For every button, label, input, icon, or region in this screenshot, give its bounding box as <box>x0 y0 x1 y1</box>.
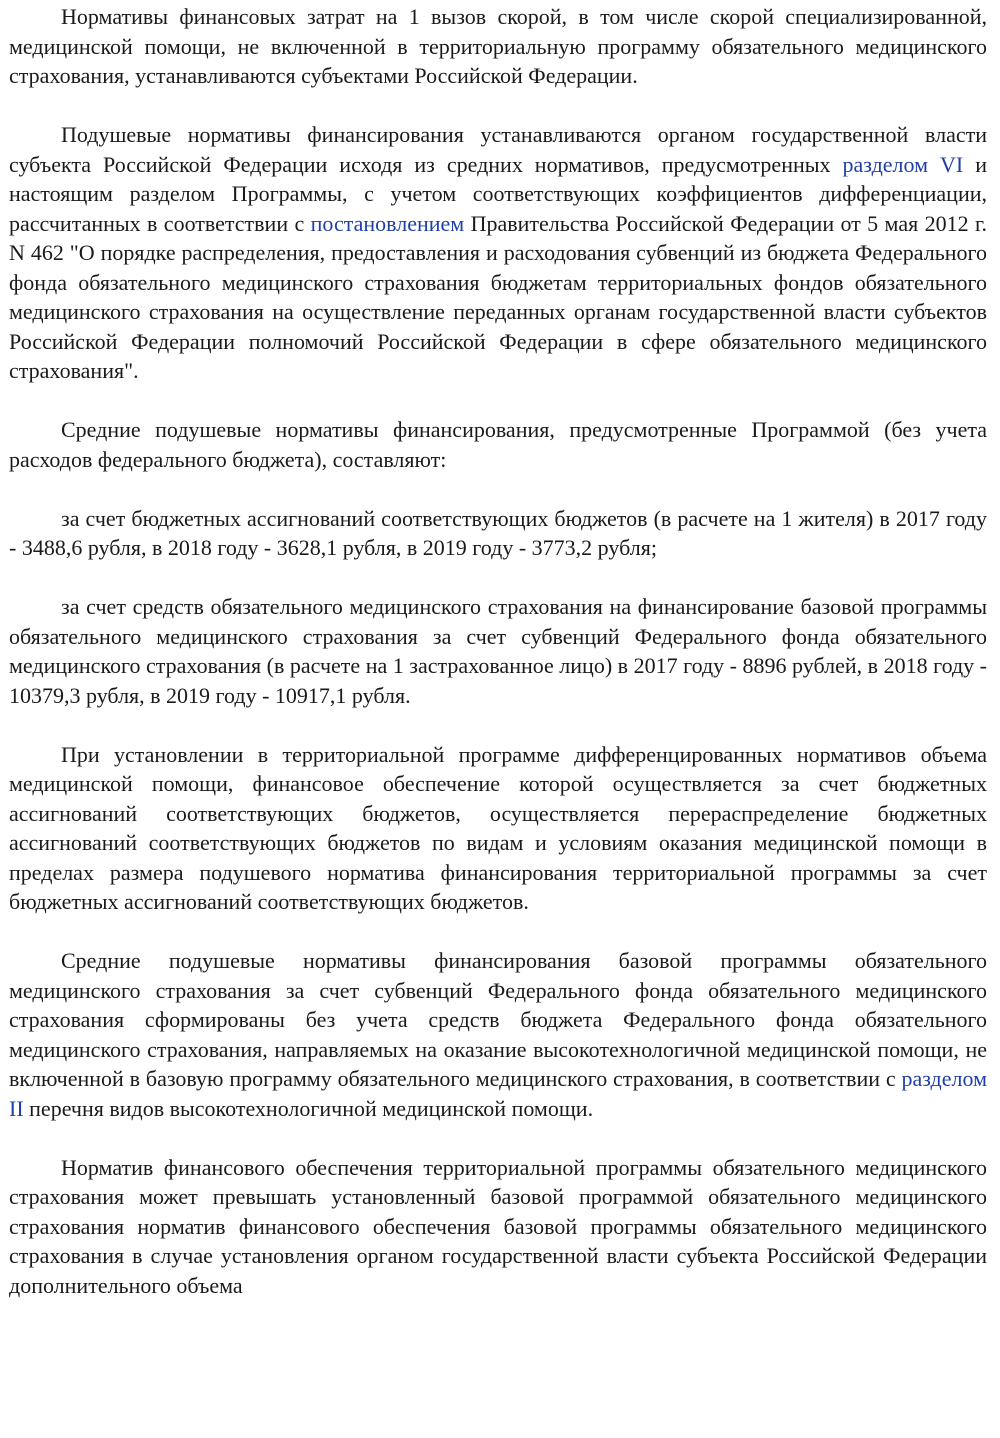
paragraph-text: за счет бюджетных ассигнований соответствующих бюджетов (в расчете на 1 жителя) в 2017 году - 3488,6 рубля, в 2018 году - 3628,1 рубля, в 2019 году - 3773,2 рубля; <box>9 505 987 560</box>
paragraph-ambulance-costs <box>9 2 987 91</box>
link-government-decree[interactable]: постановлением <box>310 210 465 236</box>
paragraph-text: При установлении в территориальной программе дифференцированных нормативов объема медицинской помощи, финансовое обеспечение которой осуществляется за счет бюджетных ассигнований соответствующих бюджетов, осуществляется перераспределение бюджетных ассигнований соответствующих бюджетов по видам и условиям оказания медицинской помощи в пределах размера подушевого норматива финансирования территориальной программы за счет бюджетных ассигнований соответствующих бюджетов. <box>9 741 987 914</box>
document-page <box>9 2 987 1330</box>
paragraph-text: Нормативы финансовых затрат на 1 вызов скорой, в том числе скорой специализированной, медицинской помощи, не включенной в территориальную программу обязательного медицинского страхования, устанавливаются субъектами Российской Федерации. <box>9 4 987 88</box>
paragraph-text: перечня видов высокотехнологичной медицинской помощи. <box>23 1095 594 1121</box>
paragraph-text: и настоящим разделом Программы, с учетом соответствующих коэффициентов дифференциации, рассчитанных в соответствии с <box>9 151 987 236</box>
paragraph-text: Подушевые нормативы финансирования устанавливаются органом государственной власти субъекта Российской Федерации исходя из средних нормативов, предусмотренных <box>9 122 987 177</box>
paragraph-text: Средние подушевые нормативы финансирования базовой программы обязательного медицинского страхования за счет субвенций Федерального фонда обязательного медицинского страхования сформированы без учета средств бюджета Федерального фонда обязательного медицинского страхования, направляемых на оказание высокотехнологичной медицинской помощи, не включенной в базовую программу обязательного медицинского страхования, в соответствии с <box>9 948 987 1091</box>
paragraph-text: Правительства Российской Федерации от 5 мая 2012 г. N 462 "О порядке распределения, предоставления и расходования субвенций из бюджета Федерального фонда обязательного медицинского страхования бюджетам территориальных фондов обязательного медицинского страхования на осуществление переданных органам государственной власти субъектов Российской Федерации полномочий Российской Федерации в сфере обязательного медицинского страхования". <box>9 210 987 383</box>
paragraph-average-standards <box>9 415 987 474</box>
paragraph-per-capita-standards <box>9 120 987 386</box>
paragraph-base-program-standards <box>9 946 987 1123</box>
paragraph-text: за счет средств обязательного медицинского страхования на финансирование базовой программы обязательного медицинского страхования за счет субвенций Федерального фонда обязательного медицинского страхования (в расчете на 1 застрахованное лицо) в 2017 году - 8896 рублей, в 2018 году - 10379,3 рубля, в 2019 году - 10917,1 рубля. <box>9 594 987 708</box>
link-section-vi[interactable]: разделом VI <box>842 151 964 177</box>
paragraph-text: Норматив финансового обеспечения территориальной программы обязательного медицинского страхования может превышать установленный базовой программой обязательного медицинского страхования норматив финансового обеспечения базовой программы обязательного медицинского страхования в случае установления органом государственной власти субъекта Российской Федерации дополнительного объема <box>9 1154 987 1298</box>
paragraph-text: Средние подушевые нормативы финансирования, предусмотренные Программой (без учета расходов федерального бюджета), составляют: <box>9 417 987 472</box>
paragraph-territorial-program-standard <box>9 1153 987 1301</box>
paragraph-differentiated-standards <box>9 740 987 917</box>
link-section-ii[interactable]: разделом II <box>9 1066 987 1121</box>
paragraph-insurance-funds <box>9 592 987 710</box>
paragraph-budget-allocations <box>9 504 987 563</box>
